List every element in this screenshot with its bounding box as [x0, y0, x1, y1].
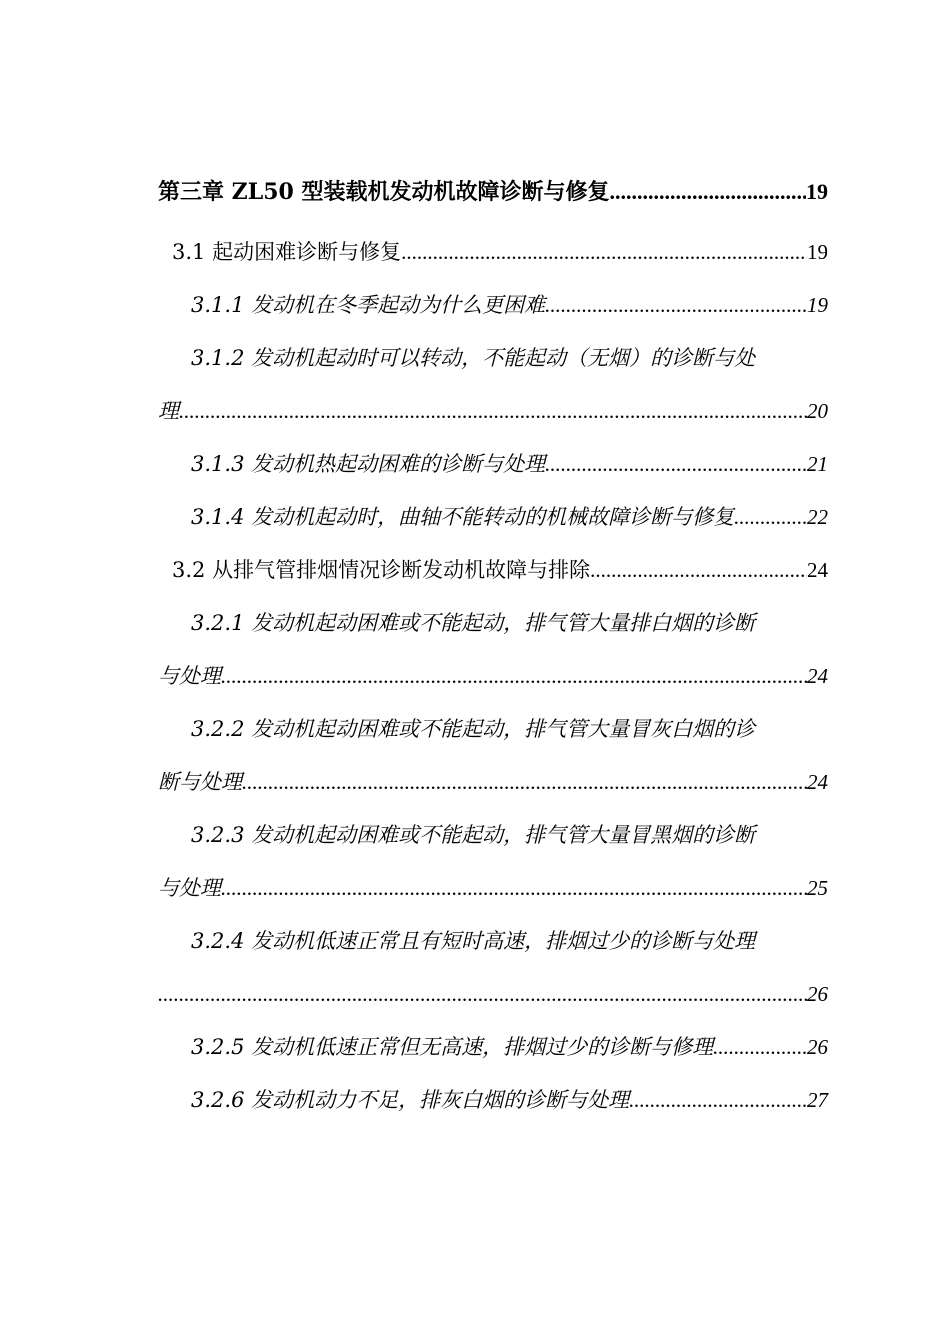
toc-entry-3-2-6[interactable]: [158, 1074, 828, 1127]
toc-entry-title-continued: 断与处理: [158, 770, 242, 794]
toc-entry-title: 3.1.2 发动机起动时可以转动，不能起动（无烟）的诊断与处: [191, 346, 756, 370]
toc-entry-3-2-2-line2[interactable]: [158, 756, 828, 809]
toc-leader-dots: [609, 168, 806, 216]
toc-entry-3-1-3[interactable]: [158, 438, 828, 491]
toc-entry-title: 第三章 ZL50 型装载机发动机故障诊断与修复: [158, 179, 610, 205]
toc-page-number: 24: [807, 558, 828, 582]
toc-entry-title: 3.2.5 发动机低速正常但无高速，排烟过少的诊断与修理: [191, 1035, 714, 1059]
toc-page-number: 19: [806, 179, 828, 204]
toc-leader-dots: [221, 862, 807, 915]
toc-entry-title: 3.2.4 发动机低速正常且有短时高速，排烟过少的诊断与处理: [191, 929, 756, 953]
toc-entry-title: 3.1.3 发动机热起动困难的诊断与处理: [191, 452, 546, 476]
toc-entry-3-1-2-line1[interactable]: [158, 332, 828, 385]
toc-entry-3-2-2-line1[interactable]: [158, 703, 828, 756]
toc-leader-dots: [545, 438, 807, 491]
toc-page-number: 24: [807, 664, 828, 688]
toc-entry-3-2-3-line1[interactable]: [158, 809, 828, 862]
toc-entry-title: 3.1 起动困难诊断与修复: [172, 240, 402, 264]
toc-page-number: 19: [807, 293, 828, 317]
toc-leader-dots: [179, 385, 807, 438]
toc-entry-title: 3.2 从排气管排烟情况诊断发动机故障与排除: [172, 558, 591, 582]
toc-entry-3-2-3-line2[interactable]: [158, 862, 828, 915]
toc-entry-3-1-2-line2[interactable]: [158, 385, 828, 438]
toc-entry-3-1-1[interactable]: [158, 279, 828, 332]
toc-entry-3-2-1-line2[interactable]: [158, 650, 828, 703]
toc-entry-title-continued: 与处理: [158, 664, 221, 688]
toc-page-number: 26: [807, 982, 828, 1006]
toc-entry-title-continued: 理: [158, 399, 179, 423]
toc-leader-dots: [242, 756, 807, 809]
toc-page-number: 26: [807, 1035, 828, 1059]
toc-entry-3-1[interactable]: [158, 226, 828, 279]
toc-leader-dots: [221, 650, 807, 703]
toc-entry-3-2-4-line2[interactable]: [158, 968, 828, 1021]
toc-entry-3-1-4[interactable]: [158, 491, 828, 544]
toc-entry-chapter-3[interactable]: [158, 168, 828, 216]
toc-page-number: 22: [807, 505, 828, 529]
toc-leader-dots: [158, 968, 807, 1021]
toc-page-number: 20: [807, 399, 828, 423]
toc-entry-title-continued: 与处理: [158, 876, 221, 900]
toc-leader-dots: [590, 544, 807, 597]
toc-entry-3-2[interactable]: [158, 544, 828, 597]
toc-entry-title: 3.1.4 发动机起动时，曲轴不能转动的机械故障诊断与修复: [191, 505, 735, 529]
toc-entry-3-2-4-line1[interactable]: [158, 915, 828, 968]
toc-entry-title: 3.2.3 发动机起动困难或不能起动，排气管大量冒黑烟的诊断: [191, 823, 756, 847]
toc-entry-3-2-1-line1[interactable]: [158, 597, 828, 650]
toc-leader-dots: [629, 1074, 807, 1127]
toc-page-number: 25: [807, 876, 828, 900]
toc-entry-title: 3.2.1 发动机起动困难或不能起动，排气管大量排白烟的诊断: [191, 611, 756, 635]
toc-entry-3-2-5[interactable]: [158, 1021, 828, 1074]
toc-leader-dots: [545, 279, 807, 332]
toc-page-number: 21: [807, 452, 828, 476]
toc-page-number: 27: [807, 1088, 828, 1112]
toc-entry-title: 3.2.6 发动机动力不足，排灰白烟的诊断与处理: [191, 1088, 630, 1112]
toc-entry-title: 3.2.2 发动机起动困难或不能起动，排气管大量冒灰白烟的诊: [191, 717, 756, 741]
toc-leader-dots: [401, 226, 807, 279]
toc-page-number: 19: [807, 240, 828, 264]
toc-leader-dots: [713, 1021, 807, 1074]
toc-entry-title: 3.1.1 发动机在冬季起动为什么更困难: [191, 293, 546, 317]
toc-leader-dots: [734, 491, 807, 544]
table-of-contents: [158, 168, 828, 1127]
toc-page-number: 24: [807, 770, 828, 794]
